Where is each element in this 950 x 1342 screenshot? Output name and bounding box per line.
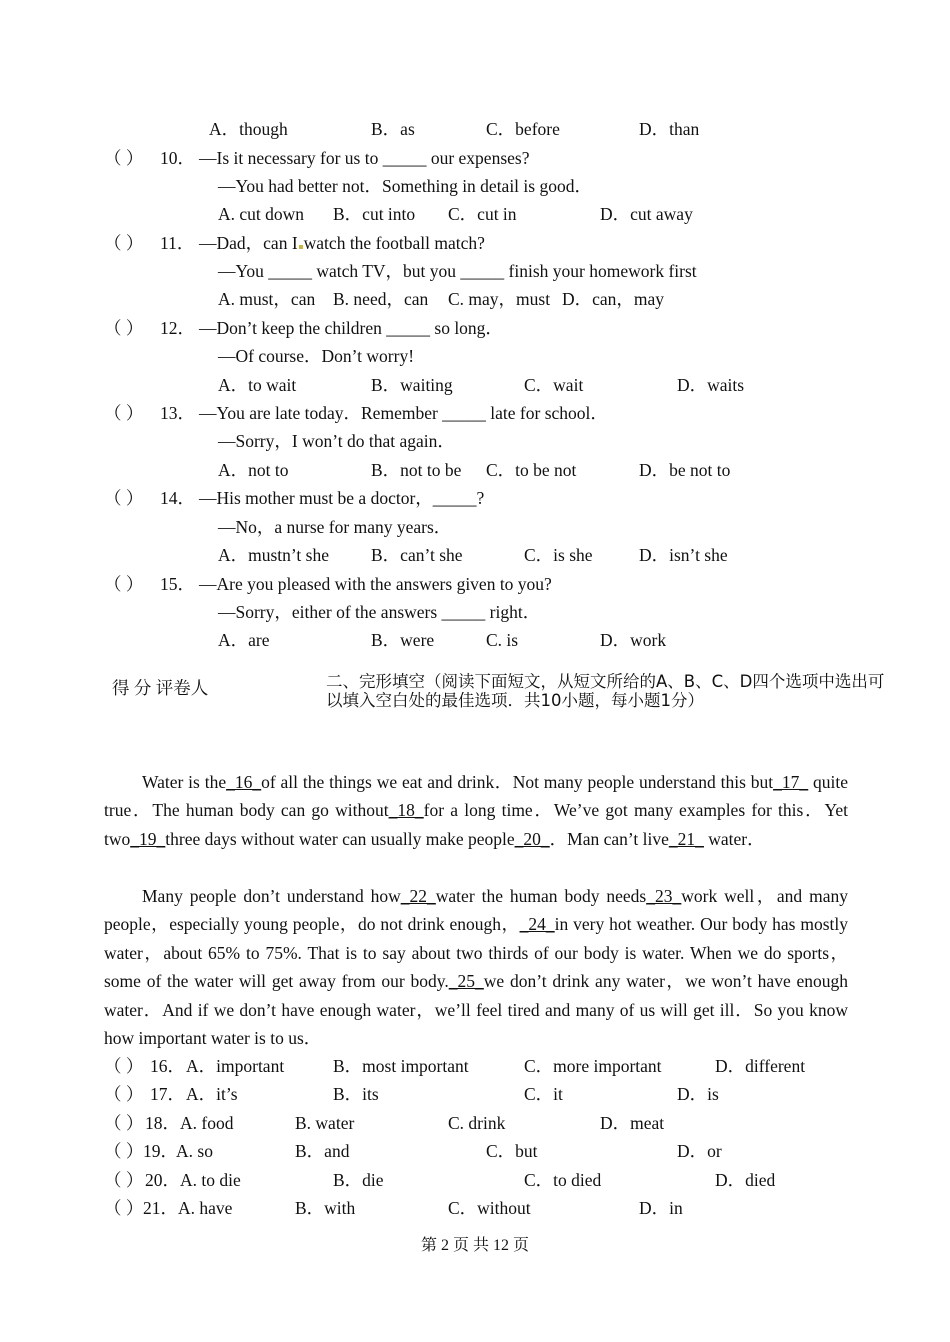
option-c: C. is	[486, 630, 519, 650]
option-d: D．can，may	[562, 289, 665, 309]
blank-16: _16_	[226, 772, 262, 792]
option-b: B．with	[295, 1198, 356, 1218]
option-c: C. drink	[448, 1113, 506, 1133]
option-a: A. to die	[180, 1170, 241, 1190]
answer-paren: （ ）	[104, 148, 144, 168]
answer-paren: （ ）	[104, 318, 144, 338]
blank-18: _18_	[388, 800, 424, 821]
option-d: D．different	[715, 1056, 806, 1076]
blank-21: _21_	[668, 828, 704, 849]
option-b: B. need，can	[333, 289, 429, 309]
page-footer: 第 2 页 共 12 页	[420, 1237, 529, 1254]
answer-paren: （ ）	[104, 574, 144, 594]
question-number: 17．	[150, 1084, 185, 1104]
question-prompt: —His mother must be a doctor，_____?	[199, 488, 485, 508]
option-d: D．meat	[600, 1113, 665, 1133]
option-c: C．but	[486, 1141, 538, 1161]
question-prompt: —Is it necessary for us to _____ our expenses?	[199, 148, 530, 168]
blank-23: _23_	[646, 886, 682, 906]
passage-paragraph-1: Water is the_16_of all the things we eat and drink．Not many people understand this but_17_ quite true．The human body can go without_18_for a long time．We’ve got many examples for this．Yet two_19_three days without water can usually make people_20_．Man can’t live_21_ water．	[104, 772, 848, 849]
option-a: A. have	[178, 1198, 233, 1218]
question-prompt: —Are you pleased with the answers given to you?	[199, 574, 552, 594]
question-number: 11．	[160, 233, 195, 253]
blank-19: _19_	[130, 828, 166, 849]
option-d: D．or	[677, 1141, 722, 1161]
option-a: A．important	[186, 1056, 285, 1076]
blank-17: _17_	[773, 772, 809, 792]
question-response: —Sorry，either of the answers _____ right．	[218, 602, 541, 622]
option-a: A．are	[218, 630, 270, 650]
answer-paren: （ ）	[104, 403, 144, 423]
option-a: A．to wait	[218, 375, 297, 395]
option-c: C. may，must	[448, 289, 551, 309]
option-a: A. cut down	[218, 204, 305, 224]
answer-paren: （ ）	[104, 1170, 144, 1190]
q9-option-b: B．as	[371, 119, 415, 139]
option-d: D．isn’t she	[639, 545, 728, 565]
option-d: D．work	[600, 630, 667, 650]
question-number: 21．	[143, 1198, 178, 1218]
answer-paren: （ ）	[104, 488, 144, 508]
option-a: A. food	[180, 1113, 234, 1133]
question-response: —You _____ watch TV，but you _____ finish your homework first	[218, 261, 697, 281]
option-c: C．to be not	[486, 460, 577, 480]
option-b: B．not to be	[371, 460, 462, 480]
blank-24: _24_	[519, 914, 555, 935]
option-d: D．is	[677, 1084, 719, 1104]
passage-paragraph-2: Many people don’t understand how_22_water the human body needs_23_work well，and many people，especially young people，do not drink enough，_24_in very hot weather. Our body has mostly water，about 65% to 75%. That is to say about two thirds of our body is water. When we do sports，some of the water will get away from our body._25_we don’t drink any water，we won’t have enough water．And if we don’t have enough water，we’ll feel tired and many of us will get ill．So you know how important water is to us．	[104, 886, 848, 1049]
question-number: 19．	[143, 1141, 178, 1161]
question-response: —Sorry，I won’t do that again．	[218, 431, 455, 451]
option-c: C．cut in	[448, 204, 517, 224]
answer-paren: （ ）	[104, 233, 144, 253]
option-b: B．were	[371, 630, 435, 650]
question-prompt: —Don’t keep the children _____ so long．	[199, 318, 503, 338]
question-number: 10．	[160, 148, 195, 168]
option-a: A．mustn’t she	[218, 545, 329, 565]
question-number: 12．	[160, 318, 195, 338]
option-b: B．cut into	[333, 204, 416, 224]
answer-paren: （ ）	[104, 1141, 144, 1161]
option-c: C．is she	[524, 545, 593, 565]
option-b: B．its	[333, 1084, 379, 1104]
question-response: —You had better not．Something in detail is good．	[218, 176, 592, 196]
blank-22: _22_	[400, 886, 436, 906]
option-c: C．it	[524, 1084, 563, 1104]
q9-option-c: C．before	[486, 119, 560, 139]
answer-paren: （ ）	[104, 1113, 144, 1133]
option-c: C．without	[448, 1198, 531, 1218]
option-a: A．it’s	[186, 1084, 238, 1104]
q9-option-d: D．than	[639, 119, 700, 139]
answer-paren: （ ）	[104, 1198, 144, 1218]
question-prompt: —Dad，can I watch the football match?	[199, 233, 485, 253]
option-d: D．be not to	[639, 460, 731, 480]
question-response: —Of course．Don’t worry!	[218, 346, 415, 366]
option-a: A．not to	[218, 460, 289, 480]
question-response: —No，a nurse for many years．	[218, 517, 452, 537]
option-b: B．waiting	[371, 375, 453, 395]
question-number: 16．	[150, 1056, 185, 1076]
option-b: B．die	[333, 1170, 384, 1190]
question-number: 20．	[145, 1170, 180, 1190]
answer-paren: （ ）	[104, 1084, 144, 1104]
question-number: 15．	[160, 574, 195, 594]
option-d: D．waits	[677, 375, 745, 395]
option-b: B．and	[295, 1141, 350, 1161]
option-d: D．cut away	[600, 204, 693, 224]
option-d: D．died	[715, 1170, 776, 1190]
option-c: C．to died	[524, 1170, 602, 1190]
question-number: 18．	[145, 1113, 180, 1133]
question-number: 13．	[160, 403, 195, 423]
option-b: B. water	[295, 1113, 355, 1133]
blank-25: _25_	[448, 971, 484, 992]
q9-option-a: A．though	[209, 119, 288, 139]
answer-paren: （ ）	[104, 1056, 144, 1076]
question-prompt: —You are late today．Remember _____ late for school．	[199, 403, 608, 423]
option-a: A. must，can	[218, 289, 316, 309]
blank-20: _20_	[514, 828, 550, 849]
scan-mark	[299, 245, 303, 249]
option-a: A. so	[176, 1141, 213, 1161]
option-c: C．more important	[524, 1056, 662, 1076]
option-c: C．wait	[524, 375, 584, 395]
option-b: B．most important	[333, 1056, 469, 1076]
option-b: B．can’t she	[371, 545, 463, 565]
option-d: D．in	[639, 1198, 683, 1218]
section-title: 二、完形填空（阅读下面短文，从短文所给的A、B、C、D四个选项中选出可以填入空白处的最佳选项．共10小题，每小题1分）	[326, 672, 885, 710]
score-grader-label: 得 分 评卷人	[112, 678, 209, 698]
question-number: 14．	[160, 488, 195, 508]
